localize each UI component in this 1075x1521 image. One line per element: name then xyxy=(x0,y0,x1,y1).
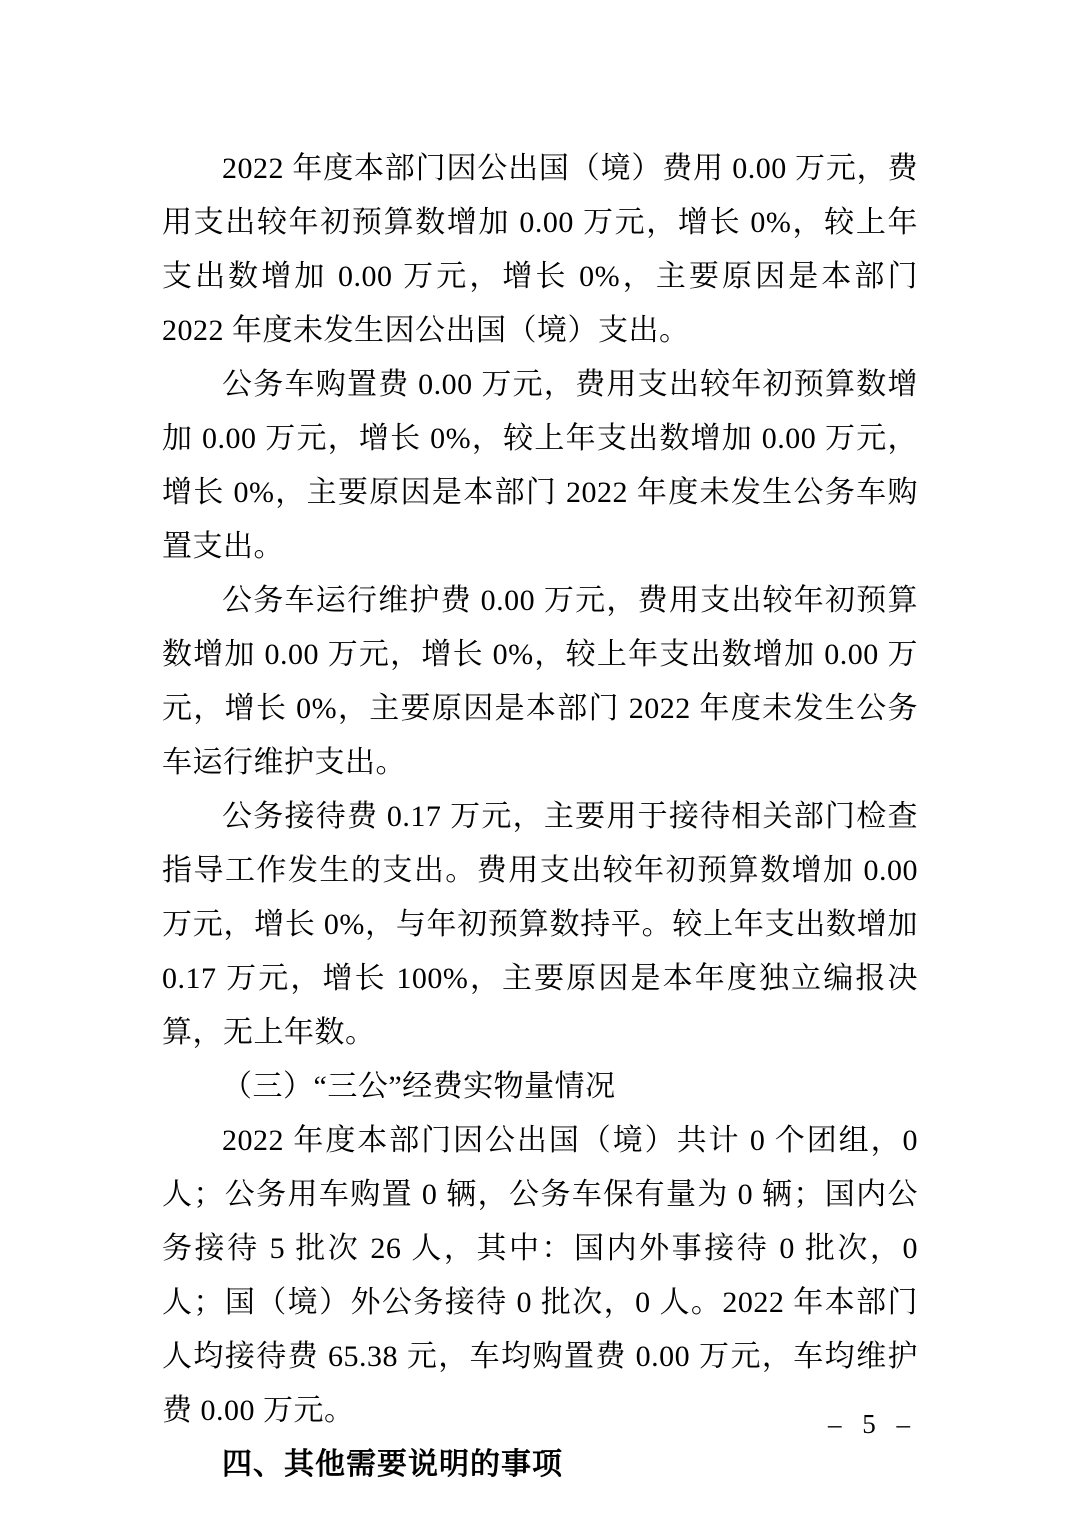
page-number: – 5 – xyxy=(828,1409,917,1439)
section-heading-other-matters: 四、其他需要说明的事项 xyxy=(222,1448,563,1481)
paragraph-vehicle-purchase-expense: 公务车购置费 0.00 万元，费用支出较年初预算数增加 0.00 万元，增长 0%，较上年支出数增加 0.00 万元，增长 0%，主要原因是本部门 2022 年度未发生公务车购置支出。 xyxy=(162,368,918,563)
document-content xyxy=(162,142,918,1492)
paragraph-outbound-travel-expense: 2022 年度本部门因公出国（境）费用 0.00 万元，费用支出较年初预算数增加 0.00 万元，增长 0%，较上年支出数增加 0.00 万元，增长 0%，主要原因是本部门 2022 年度未发生因公出国（境）支出。 xyxy=(162,152,918,347)
paragraph-physical-quantity-details: 2022 年度本部门因公出国（境）共计 0 个团组，0 人；公务用车购置 0 辆，公务车保有量为 0 辆；国内公务接待 5 批次 26 人，其中：国内外事接待 0 批次，0 人；国（境）外公务接待 0 批次，0 人。2022 年本部门人均接待费 65.38 元，车均购置费 0.00 万元，车均维护费 0.00 万元。 xyxy=(162,1124,918,1427)
section-heading-three-public-funds-physical-quantity: （三）“三公”经费实物量情况 xyxy=(222,1070,616,1103)
paragraph-vehicle-maintenance-expense: 公务车运行维护费 0.00 万元，费用支出较年初预算数增加 0.00 万元，增长 0%，较上年支出数增加 0.00 万元，增长 0%，主要原因是本部门 2022 年度未发生公务车运行维护支出。 xyxy=(162,584,918,779)
paragraph-official-reception-expense: 公务接待费 0.17 万元，主要用于接待相关部门检查指导工作发生的支出。费用支出较年初预算数增加 0.00 万元，增长 0%，与年初预算数持平。较上年支出数增加 0.17 万元，增长 100%，主要原因是本年度独立编报决算，无上年数。 xyxy=(162,800,918,1049)
